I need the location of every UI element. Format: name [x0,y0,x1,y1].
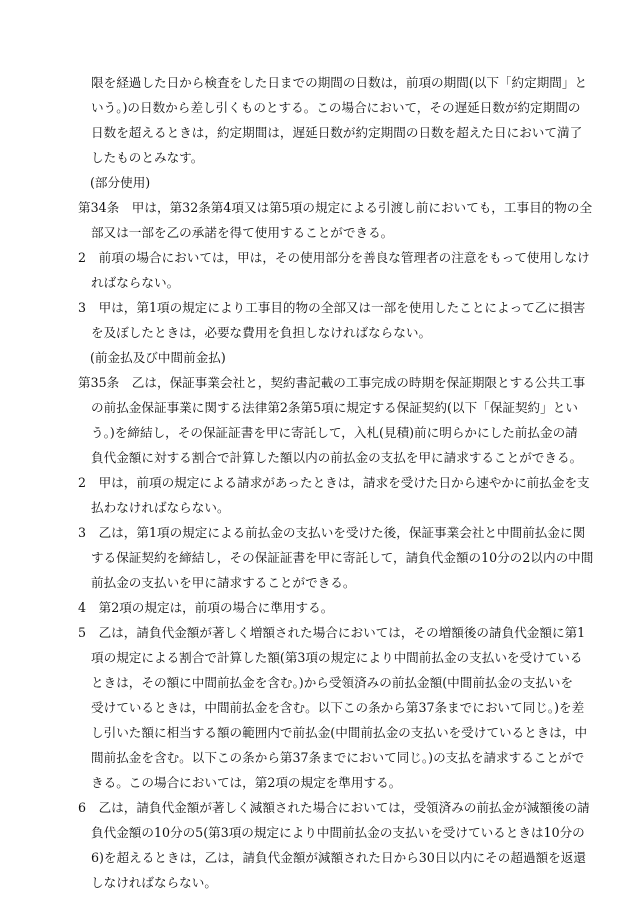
paragraph-line: 限を経過した日から検査をした日までの期間の日数は，前項の期間(以下「約定期間」と [91,75,588,90]
item-line: しなければならない。 [91,875,217,890]
section-heading: (部分使用) [90,175,151,190]
item-line: 5 乙は，請負代金額が著しく増額された場合においては，その増額後の請負代金額に第1 [78,625,586,640]
item-line: ときは，その額に中間前払金を含む。)から受領済みの前払金額(中間前払金の支払いを [91,675,574,690]
item-line: 3 甲は，第1項の規定により工事目的物の全部又は一部を使用したことによって乙に損害 [78,300,586,315]
item-line: する保証契約を締結し，その保証証書を甲に寄託して，請負代金額の10分の2以内の中間 [91,550,594,565]
item-line: 3 乙は，第1項の規定による前払金の支払いを受けた後，保証事業会社と中間前払金に関 [78,525,586,540]
article-line: 第35条 乙は，保証事業会社と，契約書記載の工事完成の時期を保証期限とする公共工事 [78,375,586,390]
article-line: 第34条 甲は，第32条第4項又は第5項の規定による引渡し前においても，工事目的物の全 [78,200,593,215]
item-line: 間前払金を含む。以下この条から第37条までにおいて同じ。)の支払を請求することがで [91,750,585,765]
article-line: 負代金額に対する割合で計算した額以内の前払金の支払を甲に請求することができる。 [91,450,583,465]
item-line: 前払金の支払いを甲に請求することができる。 [91,575,356,590]
article-line: の前払金保証事業に関する法律第2条第5項に規定する保証契約(以下「保証契約」とい [91,400,578,415]
item-line: ればならない。 [91,275,180,290]
article-line: う。)を締結し，その保証証書を甲に寄託して，入札(見積)前に明らかにした前払金の請 [91,425,578,440]
paragraph-line: いう。)の日数から差し引くものとする。この場合において，その遅延日数が約定期間の [91,100,581,115]
item-line: し引いた額に相当する額の範囲内で前払金(中間前払金の支払いを受けているときは，中 [91,725,588,740]
paragraph-line: したものとみなす。 [91,150,204,165]
item-line: きる。この場合においては，第2項の規定を準用する。 [91,775,402,790]
item-line: 受けているときは，中間前払金を含む。以下この条から第37条までにおいて同じ。)を差 [91,700,585,715]
item-line: を及ぼしたときは，必要な費用を負担しなければならない。 [91,325,432,340]
item-line: 負代金額の10分の5(第3項の規定により中間前払金の支払いを受けているときは10分の [91,825,585,840]
item-line: 項の規定による割合で計算した額(第3項の規定により中間前払金の支払いを受けている [91,650,583,665]
item-line: 2 前項の場合においては，甲は，その使用部分を善良な管理者の注意をもって使用しなけ [78,250,590,265]
item-line: 4 第2項の規定は，前項の場合に準用する。 [78,600,334,615]
section-heading: (前金払及び中間前金払) [90,350,226,365]
item-line: 払わなければならない。 [91,500,230,515]
article-line: 部又は一部を乙の承諾を得て使用することができる。 [91,225,394,240]
item-line: 6 乙は，請負代金額が著しく減額された場合においては，受領済みの前払金が減額後の請 [78,800,590,815]
item-line: 2 甲は，前項の規定による請求があったときは，請求を受けた日から速やかに前払金を支 [78,475,590,490]
item-line: 6)を超えるときは，乙は，請負代金額が減額された日から30日以内にその超過額を返還 [91,850,586,865]
paragraph-line: 日数を超えるときは，約定期間は，遅延日数が約定期間の日数を超えた日において満了 [91,125,583,140]
